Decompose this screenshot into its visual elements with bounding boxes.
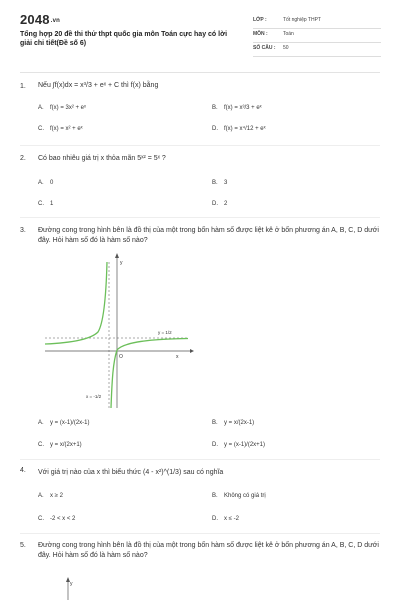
question-text: Có bao nhiêu giá trị x thỏa mãn 5ˣ² = 5ˣ ? bbox=[38, 155, 166, 162]
meta-class: LỚP : Tốt nghiệp THPT bbox=[253, 17, 381, 29]
option-b[interactable]: B. Không có giá trị bbox=[212, 493, 266, 499]
option-c[interactable]: C. -2 < x < 2 bbox=[38, 516, 76, 522]
option-c[interactable]: C. f(x) = x² + eˣ bbox=[38, 126, 83, 132]
option-a[interactable]: A. f(x) = 3x² + eˣ bbox=[38, 105, 86, 111]
page-title: Tổng hợp 20 đề thi thử thpt quốc gia môn Toán cực hay có lời giải chi tiết(Đề số 6) bbox=[20, 31, 228, 47]
x-arrow-icon bbox=[190, 349, 194, 353]
y-axis-label: y bbox=[70, 581, 73, 587]
function-graph-partial bbox=[58, 576, 88, 600]
option-b[interactable]: B. f(x) = x³/3 + eˣ bbox=[212, 105, 262, 111]
curve-right-branch bbox=[111, 339, 188, 409]
question-text: Đường cong trong hình bên là đồ thị của một trong bốn hàm số được liệt kê ở bốn phương án A, B, C, D dưới đây. Hỏi hàm số đó là hàm số nào? bbox=[38, 542, 379, 559]
option-b[interactable]: B. y = x/(2x-1) bbox=[212, 420, 255, 426]
question-divider bbox=[20, 217, 380, 218]
option-c[interactable]: C. 1 bbox=[38, 201, 54, 207]
option-b[interactable]: B. 3 bbox=[212, 180, 228, 186]
option-d[interactable]: D. x ≤ -2 bbox=[212, 516, 239, 522]
option-a[interactable]: A. x ≥ 2 bbox=[38, 493, 63, 499]
question-number: 4. bbox=[20, 467, 26, 474]
option-d[interactable]: D. y = (x-1)/(2x+1) bbox=[212, 442, 266, 448]
option-a[interactable]: A. 0 bbox=[38, 180, 54, 186]
question-number: 3. bbox=[20, 227, 26, 234]
question-text: Với giá trị nào của x thì biểu thức (4 - x²)^(1/3) sau có nghĩa bbox=[38, 469, 224, 476]
header-divider bbox=[20, 72, 380, 73]
question-text: Đường cong trong hình bên là đồ thị của một trong bốn hàm số được liệt kê ở bốn phương án A, B, C, D dưới đây. Hỏi hàm số đó là hàm số nào? bbox=[38, 227, 379, 244]
option-a[interactable]: A. y = (x-1)/(2x-1) bbox=[38, 420, 90, 426]
question-number: 5. bbox=[20, 542, 26, 549]
question-number: 2. bbox=[20, 155, 26, 162]
question-divider bbox=[20, 145, 380, 146]
v-asymptote-label: x = -1/2 bbox=[86, 394, 102, 399]
question-number: 1. bbox=[20, 83, 26, 90]
h-asymptote-label: y = 1/2 bbox=[158, 330, 172, 335]
y-arrow-icon bbox=[115, 253, 119, 258]
question-divider bbox=[20, 533, 380, 534]
origin-label: O bbox=[119, 354, 123, 360]
y-axis-label: y bbox=[120, 260, 123, 266]
question-divider bbox=[20, 459, 380, 460]
x-axis-label: x bbox=[176, 354, 179, 360]
curve-left-branch bbox=[45, 262, 107, 344]
function-graph bbox=[40, 250, 200, 410]
option-d[interactable]: D. f(x) = x⁴/12 + eˣ bbox=[212, 126, 266, 132]
option-d[interactable]: D. 2 bbox=[212, 201, 228, 207]
site-logo[interactable]: 2048.vn bbox=[20, 12, 61, 27]
meta-count: SỐ CÂU : 50 bbox=[253, 45, 381, 57]
option-c[interactable]: C. y = x/(2x+1) bbox=[38, 442, 82, 448]
meta-subject: MÔN : Toán bbox=[253, 31, 381, 43]
question-text: Nếu ∫f(x)dx = x³/3 + eˣ + C thì f(x) bằng bbox=[38, 82, 159, 89]
